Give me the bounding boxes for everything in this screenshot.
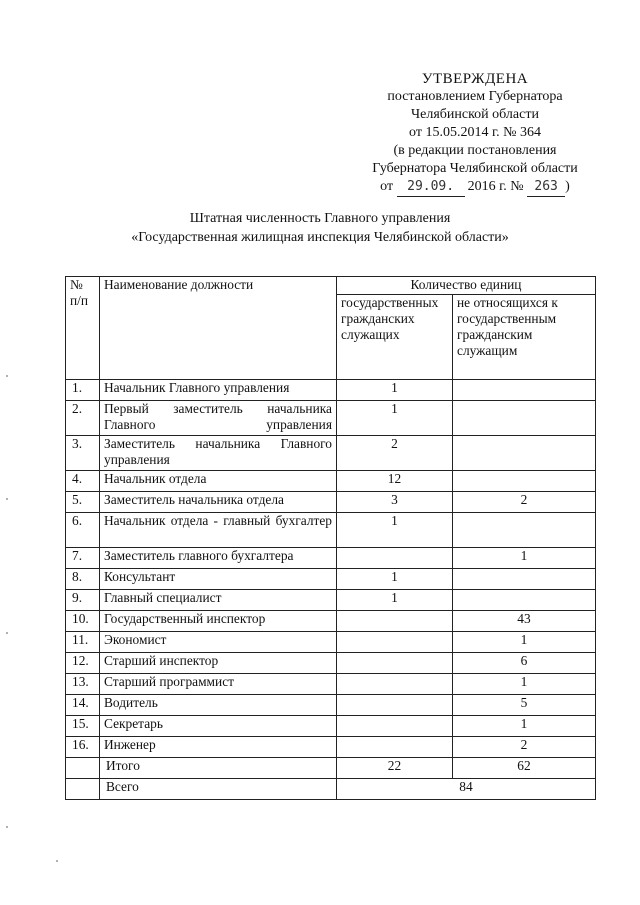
non-civil-count: 1 [453,548,596,569]
row-number: 2. [66,401,100,436]
handwritten-number: 263 [527,178,565,197]
civil-count [337,548,453,569]
header-name: Наименование должности [100,277,337,380]
non-civil-count: 43 [453,611,596,632]
approval-line-4: (в редакции постановления [393,143,557,158]
non-civil-count [453,590,596,611]
row-number: 13. [66,674,100,695]
civil-count: 12 [337,471,453,492]
title-line-1: Штатная численность Главного управления [189,211,451,226]
non-civil-count: 1 [453,674,596,695]
civil-count [337,716,453,737]
table-row [66,569,596,590]
table-row [66,380,596,401]
row-number: 10. [66,611,100,632]
position-name: Старший инспектор [100,653,337,674]
approval-line-5: Губернатора Челябинской области [372,161,578,176]
civil-count [337,653,453,674]
total-label: Всего [100,779,337,800]
table-row [66,436,596,471]
position-name: Консультант [100,569,337,590]
table-row [66,611,596,632]
subtotal-non-civil: 62 [453,758,596,779]
row-number: 14. [66,695,100,716]
civil-count: 1 [337,513,453,548]
approval-line-1: постановлением Губернатора [387,89,563,104]
non-civil-count: 2 [453,492,596,513]
scan-mark [6,375,8,377]
title-line-2: «Государственная жилищная инспекция Челябинской области» [131,230,509,245]
row-number: 5. [66,492,100,513]
non-civil-count [453,471,596,492]
position-name: Заместитель главного бухгалтера [100,548,337,569]
table-row [66,632,596,653]
table-row [66,513,596,548]
total-row [66,779,596,800]
table-row [66,674,596,695]
approval-line-2: Челябинской области [411,107,539,122]
non-civil-count [453,569,596,590]
position-name: Водитель [100,695,337,716]
document-title [60,209,580,247]
header-count: Количество единиц [337,277,596,295]
non-civil-count [453,513,596,548]
header-non-civil: не относящихся к государственным гражданским служащим [453,295,596,380]
position-name: Начальник отдела [100,471,337,492]
row-number: 12. [66,653,100,674]
position-name: Заместитель начальника Главного управления [100,436,337,471]
position-name: Главный специалист [100,590,337,611]
position-name: Секретарь [100,716,337,737]
table-row [66,695,596,716]
subtotal-label: Итого [100,758,337,779]
total-value: 84 [337,779,596,800]
table-row [66,401,596,436]
row-number: 15. [66,716,100,737]
table-row [66,492,596,513]
row-number: 3. [66,436,100,471]
row-number: 1. [66,380,100,401]
row-number: 8. [66,569,100,590]
row-number: 9. [66,590,100,611]
civil-count: 3 [337,492,453,513]
non-civil-count [453,401,596,436]
position-name: Инженер [100,737,337,758]
approval-stamp [360,70,590,197]
non-civil-count: 6 [453,653,596,674]
position-name: Заместитель начальника отдела [100,492,337,513]
position-name: Первый заместитель начальника Главного управления [100,401,337,436]
table-row [66,737,596,758]
non-civil-count: 1 [453,632,596,653]
header-num: № п/п [66,277,100,380]
row-number: 11. [66,632,100,653]
subtotal-row [66,758,596,779]
row-number: 6. [66,513,100,548]
civil-count: 1 [337,380,453,401]
scan-mark [6,632,8,634]
non-civil-count [453,380,596,401]
table-row [66,548,596,569]
total-empty-cell [66,779,100,800]
header-civil: государственных гражданских служащих [337,295,453,380]
date-prefix: от [380,179,394,194]
position-name: Старший программист [100,674,337,695]
subtotal-civil: 22 [337,758,453,779]
civil-count: 1 [337,569,453,590]
scan-mark [56,860,58,862]
table-row [66,653,596,674]
civil-count [337,737,453,758]
civil-count [337,611,453,632]
approval-date-line [360,178,590,197]
civil-count: 1 [337,590,453,611]
table-row [66,716,596,737]
civil-count [337,695,453,716]
approval-line-3: от 15.05.2014 г. № 364 [409,125,541,140]
approval-heading: УТВЕРЖДЕНА [421,71,529,87]
civil-count: 2 [337,436,453,471]
table-row [66,471,596,492]
table-row [66,590,596,611]
scan-mark [6,826,8,828]
position-name: Начальник отдела - главный бухгалтер [100,513,337,548]
civil-count [337,632,453,653]
civil-count [337,674,453,695]
non-civil-count: 1 [453,716,596,737]
row-number: 16. [66,737,100,758]
scan-mark [6,498,8,500]
close-paren: ) [565,179,570,194]
subtotal-empty-cell [66,758,100,779]
non-civil-count: 5 [453,695,596,716]
row-number: 7. [66,548,100,569]
civil-count: 1 [337,401,453,436]
non-civil-count: 2 [453,737,596,758]
position-name: Экономист [100,632,337,653]
staff-table [65,276,596,800]
position-name: Начальник Главного управления [100,380,337,401]
date-suffix: 2016 г. № [467,179,524,194]
position-name: Государственный инспектор [100,611,337,632]
non-civil-count [453,436,596,471]
row-number: 4. [66,471,100,492]
handwritten-date: 29.09. [397,178,465,197]
